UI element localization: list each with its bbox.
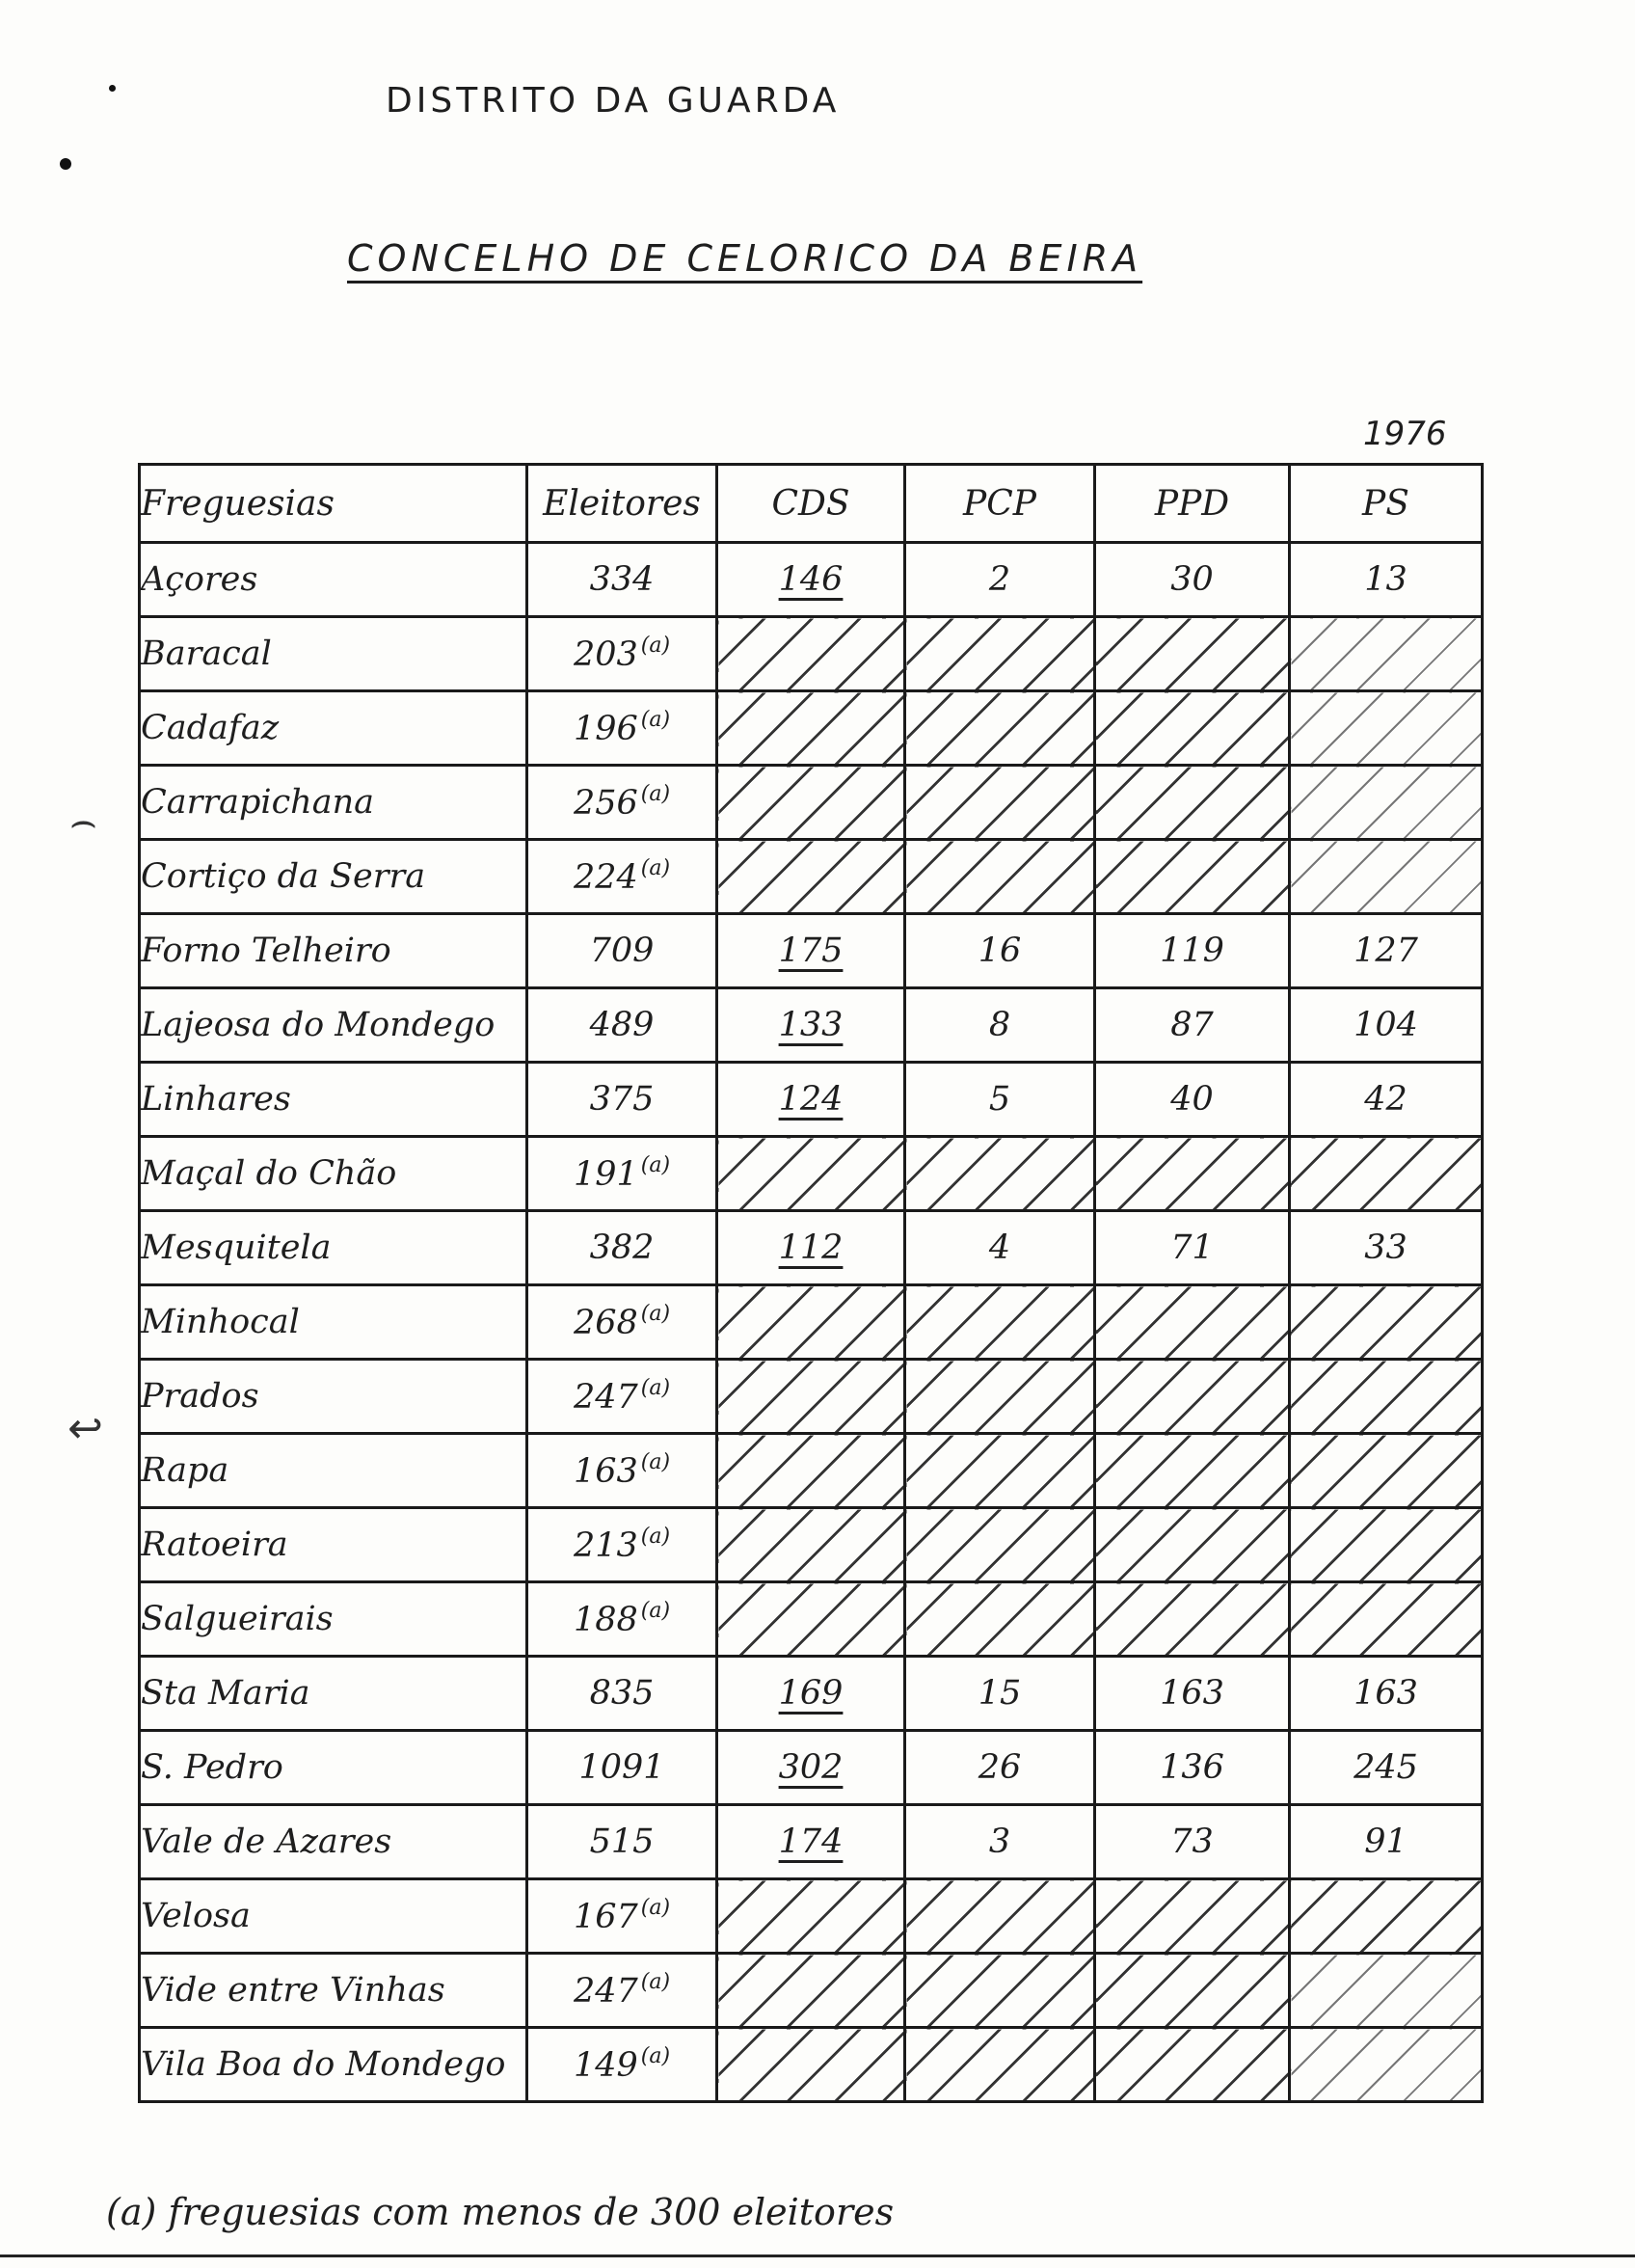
table-row <box>140 1805 1483 1879</box>
hatched-cell <box>905 1285 1095 1360</box>
footnote: (a) freguesias com menos de 300 eleitores <box>106 2191 895 2233</box>
ppd-votes <box>1095 1063 1290 1137</box>
hatched-cell <box>1095 840 1290 914</box>
electors-value: 375 <box>589 1080 655 1119</box>
table-row <box>140 1582 1483 1657</box>
electors-cell <box>527 1508 717 1582</box>
electors-value: 167 <box>573 1898 638 1936</box>
hatched-cell <box>1095 2028 1290 2102</box>
ppd-value: 71 <box>1170 1228 1214 1267</box>
column-header: PPD <box>1095 465 1290 543</box>
ppd-votes <box>1095 543 1290 617</box>
cds-value: 112 <box>778 1228 844 1267</box>
parish-name: Minhocal <box>140 1285 527 1360</box>
hatched-cell <box>1095 1582 1290 1657</box>
parish-name: Cadafaz <box>140 691 527 766</box>
pcp-value: 5 <box>988 1080 1011 1119</box>
table-row <box>140 914 1483 988</box>
hatched-cell <box>1095 1434 1290 1508</box>
hatched-cell <box>905 2028 1095 2102</box>
pcp-value: 2 <box>988 560 1011 599</box>
cds-votes <box>717 1731 905 1805</box>
electors-cell <box>527 840 717 914</box>
hatched-cell <box>717 1879 905 1954</box>
ppd-value: 30 <box>1170 560 1214 599</box>
footnote-marker: (a) <box>640 1970 671 1994</box>
electors-value: 382 <box>589 1228 655 1267</box>
parish-name: Cortiço da Serra <box>140 840 527 914</box>
electors-value: 188 <box>573 1601 638 1639</box>
column-header: Eleitores <box>527 465 717 543</box>
ps-votes <box>1290 988 1483 1063</box>
hatched-cell <box>1290 691 1483 766</box>
ps-value: 245 <box>1354 1748 1418 1787</box>
electors-value: 247 <box>573 1972 638 2011</box>
ppd-value: 136 <box>1160 1748 1224 1787</box>
parish-name: Linhares <box>140 1063 527 1137</box>
ps-votes <box>1290 914 1483 988</box>
hatched-cell <box>717 1285 905 1360</box>
table-row <box>140 1285 1483 1360</box>
electors-value: 835 <box>589 1674 655 1713</box>
electors-cell <box>527 1211 717 1285</box>
column-header: PS <box>1290 465 1483 543</box>
hatched-cell <box>1290 1285 1483 1360</box>
table-row <box>140 2028 1483 2102</box>
parish-name: Velosa <box>140 1879 527 1954</box>
pcp-value: 3 <box>988 1822 1011 1861</box>
parish-name: Prados <box>140 1360 527 1434</box>
parish-name: Carrapichana <box>140 766 527 840</box>
electors-value: 334 <box>589 560 655 599</box>
margin-dot <box>109 85 116 92</box>
hatched-cell <box>1095 1879 1290 1954</box>
table-row <box>140 988 1483 1063</box>
electors-cell <box>527 1731 717 1805</box>
electors-cell <box>527 1657 717 1731</box>
hatched-cell <box>905 1508 1095 1582</box>
hatched-cell <box>717 1508 905 1582</box>
cds-votes <box>717 543 905 617</box>
pcp-votes <box>905 543 1095 617</box>
hatched-cell <box>717 2028 905 2102</box>
electors-cell <box>527 617 717 691</box>
hatched-cell <box>717 1954 905 2028</box>
electors-cell <box>527 1137 717 1211</box>
footnote-marker: (a) <box>640 1599 671 1623</box>
hatched-cell <box>1095 1137 1290 1211</box>
hatched-cell <box>717 1582 905 1657</box>
ps-votes <box>1290 543 1483 617</box>
electors-value: 224 <box>573 858 638 897</box>
council-title: CONCELHO DE CELORICO DA BEIRA <box>347 237 1143 280</box>
table-row <box>140 840 1483 914</box>
parish-name: Vale de Azares <box>140 1805 527 1879</box>
hatched-cell <box>1290 1582 1483 1657</box>
ps-votes <box>1290 1657 1483 1731</box>
footnote-marker: (a) <box>640 1896 671 1920</box>
parish-name: Rapa <box>140 1434 527 1508</box>
ps-votes <box>1290 1211 1483 1285</box>
ppd-votes <box>1095 988 1290 1063</box>
hatched-cell <box>1095 617 1290 691</box>
ps-value: 104 <box>1354 1006 1418 1044</box>
pcp-votes <box>905 914 1095 988</box>
hatched-cell <box>905 1582 1095 1657</box>
table-row <box>140 1137 1483 1211</box>
electors-value: 203 <box>573 635 638 674</box>
hatched-cell <box>717 840 905 914</box>
cds-votes <box>717 988 905 1063</box>
electors-cell <box>527 1285 717 1360</box>
hatched-cell <box>1290 617 1483 691</box>
electors-value: 213 <box>573 1526 638 1565</box>
electors-value: 149 <box>573 2046 638 2085</box>
hatched-cell <box>905 1879 1095 1954</box>
ps-value: 33 <box>1364 1228 1407 1267</box>
ppd-value: 40 <box>1170 1080 1214 1119</box>
cds-votes <box>717 1657 905 1731</box>
district-title: DISTRITO DA GUARDA <box>386 81 841 121</box>
hatched-cell <box>717 1137 905 1211</box>
electors-value: 247 <box>573 1378 638 1417</box>
table-row <box>140 1508 1483 1582</box>
table-body <box>140 543 1483 2102</box>
table-row <box>140 1731 1483 1805</box>
footnote-marker: (a) <box>640 1153 671 1177</box>
pcp-votes <box>905 988 1095 1063</box>
ps-value: 127 <box>1354 932 1418 970</box>
hatched-cell <box>1290 840 1483 914</box>
cds-value: 124 <box>778 1080 844 1119</box>
ppd-value: 119 <box>1160 932 1224 970</box>
table-row <box>140 1211 1483 1285</box>
cds-value: 146 <box>778 560 844 599</box>
electors-value: 515 <box>589 1822 655 1861</box>
table-row <box>140 543 1483 617</box>
pcp-votes <box>905 1657 1095 1731</box>
hatched-cell <box>1290 766 1483 840</box>
ps-votes <box>1290 1731 1483 1805</box>
electors-cell <box>527 2028 717 2102</box>
hatched-cell <box>905 1360 1095 1434</box>
pcp-votes <box>905 1731 1095 1805</box>
parish-name: Mesquitela <box>140 1211 527 1285</box>
electors-value: 268 <box>573 1304 638 1342</box>
margin-mark: ⌢ <box>69 796 97 846</box>
electors-value: 196 <box>573 710 638 748</box>
margin-mark: ↩ <box>67 1404 103 1453</box>
electors-cell <box>527 691 717 766</box>
electors-value: 163 <box>573 1452 638 1491</box>
footnote-marker: (a) <box>640 856 671 880</box>
footnote-marker: (a) <box>640 708 671 732</box>
ps-value: 42 <box>1364 1080 1407 1119</box>
footnote-marker: (a) <box>640 1302 671 1326</box>
cds-value: 169 <box>778 1674 844 1713</box>
footnote-marker: (a) <box>640 1525 671 1549</box>
footnote-marker: (a) <box>640 1376 671 1400</box>
hatched-cell <box>1095 766 1290 840</box>
electors-value: 191 <box>573 1155 638 1194</box>
parish-name: Lajeosa do Mondego <box>140 988 527 1063</box>
cds-votes <box>717 1211 905 1285</box>
parish-name: Maçal do Chão <box>140 1137 527 1211</box>
hatched-cell <box>1290 1434 1483 1508</box>
footnote-marker: (a) <box>640 782 671 806</box>
results-table <box>138 463 1484 2103</box>
hatched-cell <box>905 766 1095 840</box>
cds-votes <box>717 1063 905 1137</box>
year-label: 1976 <box>1363 415 1447 453</box>
electors-value: 489 <box>589 1006 655 1044</box>
table-row <box>140 691 1483 766</box>
hatched-cell <box>717 766 905 840</box>
cds-value: 175 <box>778 932 844 970</box>
parish-name: Sta Maria <box>140 1657 527 1731</box>
header-row <box>140 465 1483 543</box>
hatched-cell <box>905 1434 1095 1508</box>
cds-votes <box>717 1805 905 1879</box>
hatched-cell <box>1290 1137 1483 1211</box>
cds-votes <box>717 914 905 988</box>
parish-name: Baracal <box>140 617 527 691</box>
hatched-cell <box>1095 1508 1290 1582</box>
pcp-votes <box>905 1063 1095 1137</box>
ppd-value: 73 <box>1170 1822 1214 1861</box>
parish-name: Ratoeira <box>140 1508 527 1582</box>
hatched-cell <box>1095 1285 1290 1360</box>
parish-name: Açores <box>140 543 527 617</box>
electors-cell <box>527 1063 717 1137</box>
ppd-votes <box>1095 1731 1290 1805</box>
cds-value: 174 <box>778 1822 844 1861</box>
column-header: CDS <box>717 465 905 543</box>
ppd-value: 163 <box>1160 1674 1224 1713</box>
hatched-cell <box>717 691 905 766</box>
hatched-cell <box>905 691 1095 766</box>
hatched-cell <box>717 1360 905 1434</box>
ps-votes <box>1290 1063 1483 1137</box>
electors-cell <box>527 914 717 988</box>
electors-value: 709 <box>589 932 655 970</box>
electors-cell <box>527 1360 717 1434</box>
electors-cell <box>527 543 717 617</box>
pcp-value: 26 <box>978 1748 1022 1787</box>
ppd-votes <box>1095 914 1290 988</box>
ppd-value: 87 <box>1170 1006 1214 1044</box>
table-row <box>140 1954 1483 2028</box>
pcp-value: 4 <box>988 1228 1011 1267</box>
parish-name: Vide entre Vinhas <box>140 1954 527 2028</box>
pcp-value: 8 <box>988 1006 1011 1044</box>
table-row <box>140 766 1483 840</box>
electors-value: 256 <box>573 784 638 823</box>
table-row <box>140 1360 1483 1434</box>
ps-value: 163 <box>1354 1674 1418 1713</box>
table-row <box>140 1657 1483 1731</box>
column-header: Freguesias <box>140 465 527 543</box>
parish-name: Salgueirais <box>140 1582 527 1657</box>
ps-votes <box>1290 1805 1483 1879</box>
pcp-value: 16 <box>978 932 1022 970</box>
footnote-marker: (a) <box>640 634 671 658</box>
ppd-votes <box>1095 1805 1290 1879</box>
hatched-cell <box>905 617 1095 691</box>
table-row <box>140 1434 1483 1508</box>
hatched-cell <box>1095 1360 1290 1434</box>
hatched-cell <box>1290 1879 1483 1954</box>
parish-name: S. Pedro <box>140 1731 527 1805</box>
hatched-cell <box>1290 1954 1483 2028</box>
footnote-marker: (a) <box>640 2044 671 2068</box>
pcp-votes <box>905 1211 1095 1285</box>
electors-cell <box>527 766 717 840</box>
electors-cell <box>527 1879 717 1954</box>
hatched-cell <box>1095 1954 1290 2028</box>
table-row <box>140 1879 1483 1954</box>
table-row <box>140 1063 1483 1137</box>
hatched-cell <box>905 1137 1095 1211</box>
hatched-cell <box>717 1434 905 1508</box>
column-header: PCP <box>905 465 1095 543</box>
hatched-cell <box>717 617 905 691</box>
electors-cell <box>527 1582 717 1657</box>
parish-name: Vila Boa do Mondego <box>140 2028 527 2102</box>
electors-cell <box>527 988 717 1063</box>
ps-value: 91 <box>1364 1822 1407 1861</box>
hatched-cell <box>905 840 1095 914</box>
parish-name: Forno Telheiro <box>140 914 527 988</box>
margin-bullet <box>60 158 71 170</box>
hatched-cell <box>1290 2028 1483 2102</box>
cds-value: 133 <box>778 1006 844 1044</box>
ppd-votes <box>1095 1657 1290 1731</box>
hatched-cell <box>1290 1508 1483 1582</box>
electors-value: 1091 <box>578 1748 665 1787</box>
electors-cell <box>527 1434 717 1508</box>
footnote-marker: (a) <box>640 1450 671 1474</box>
hatched-cell <box>1095 691 1290 766</box>
cds-value: 302 <box>778 1748 844 1787</box>
hatched-cell <box>1290 1360 1483 1434</box>
hatched-cell <box>905 1954 1095 2028</box>
ppd-votes <box>1095 1211 1290 1285</box>
bottom-rule <box>0 2254 1635 2257</box>
electors-cell <box>527 1954 717 2028</box>
table-row <box>140 617 1483 691</box>
pcp-value: 15 <box>978 1674 1022 1713</box>
pcp-votes <box>905 1805 1095 1879</box>
electors-cell <box>527 1805 717 1879</box>
ps-value: 13 <box>1364 560 1407 599</box>
